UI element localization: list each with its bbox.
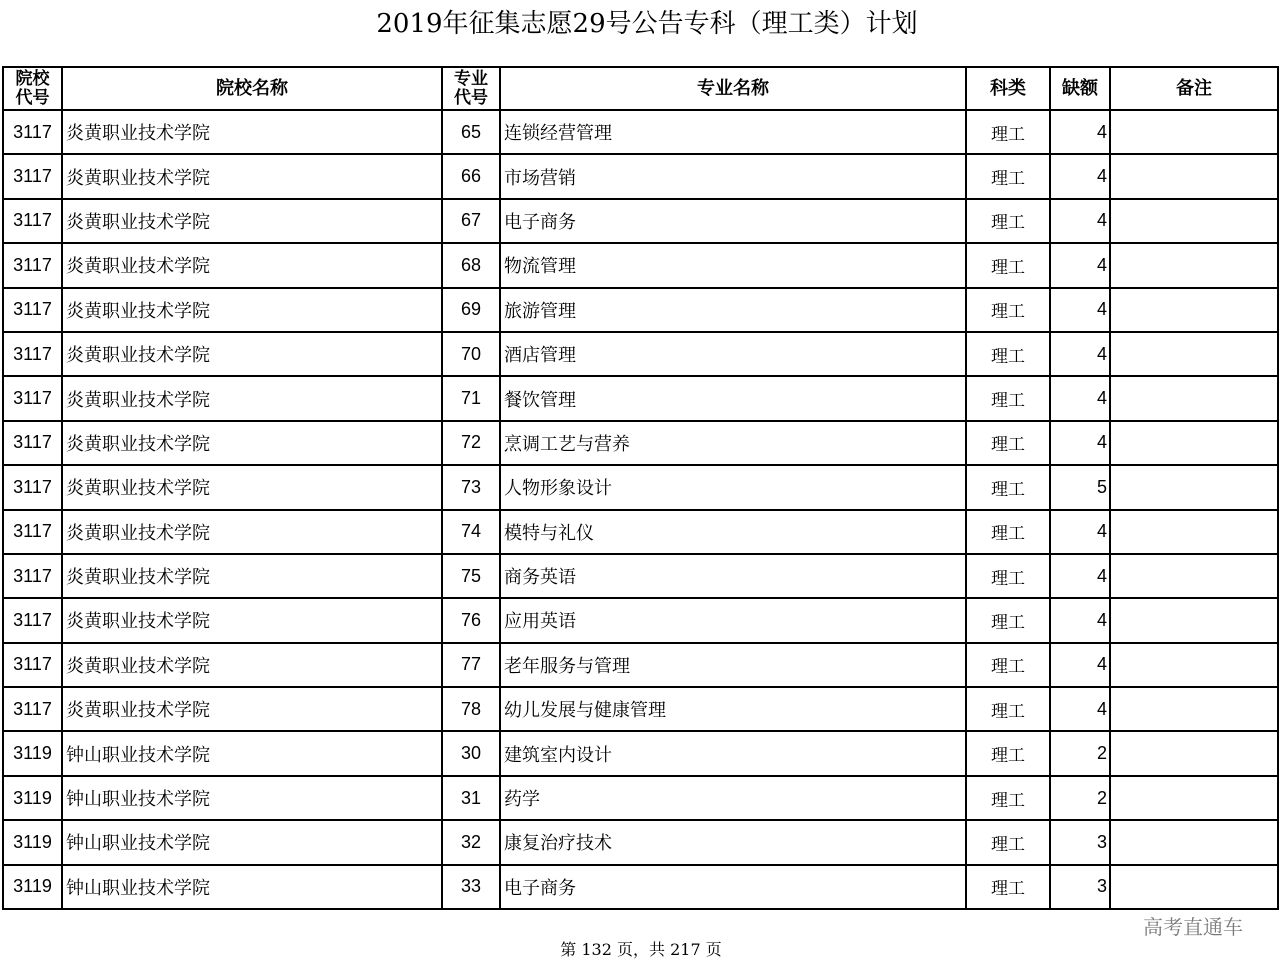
cell-major-code: 73 (442, 465, 500, 509)
cell-school-code: 3119 (3, 731, 62, 775)
cell-major-code: 32 (442, 820, 500, 864)
cell-major-code: 31 (442, 776, 500, 820)
cell-major-code: 65 (442, 110, 500, 154)
cell-major-name: 电子商务 (500, 199, 966, 243)
cell-major-code: 77 (442, 643, 500, 687)
cell-school-code: 3117 (3, 598, 62, 642)
cell-notes (1110, 731, 1278, 775)
cell-major-name: 物流管理 (500, 243, 966, 287)
cell-notes (1110, 110, 1278, 154)
cell-school-name: 炎黄职业技术学院 (62, 598, 442, 642)
cell-major-code: 74 (442, 510, 500, 554)
table-row (3, 376, 1278, 420)
cell-major-name: 应用英语 (500, 598, 966, 642)
cell-category: 理工 (966, 376, 1050, 420)
cell-major-code: 30 (442, 731, 500, 775)
cell-vacancies: 5 (1050, 465, 1110, 509)
plan-table (2, 66, 1279, 910)
header-school-code-text: 院校代号 (15, 68, 50, 108)
cell-category: 理工 (966, 598, 1050, 642)
table-row (3, 243, 1278, 287)
cell-school-name: 钟山职业技术学院 (62, 865, 442, 909)
cell-school-name: 炎黄职业技术学院 (62, 687, 442, 731)
cell-category: 理工 (966, 243, 1050, 287)
cell-major-code: 76 (442, 598, 500, 642)
cell-major-code: 67 (442, 199, 500, 243)
cell-vacancies: 4 (1050, 510, 1110, 554)
cell-school-code: 3117 (3, 510, 62, 554)
cell-category: 理工 (966, 687, 1050, 731)
page-title: 2019年征集志愿29号公告专科（理工类）计划 (376, 9, 918, 39)
cell-major-name: 老年服务与管理 (500, 643, 966, 687)
cell-major-code: 72 (442, 421, 500, 465)
cell-category: 理工 (966, 820, 1050, 864)
cell-notes (1110, 776, 1278, 820)
cell-category: 理工 (966, 332, 1050, 376)
cell-category: 理工 (966, 731, 1050, 775)
cell-category: 理工 (966, 776, 1050, 820)
cell-vacancies: 4 (1050, 288, 1110, 332)
cell-category: 理工 (966, 465, 1050, 509)
cell-notes (1110, 554, 1278, 598)
cell-school-code: 3117 (3, 288, 62, 332)
cell-major-code: 69 (442, 288, 500, 332)
cell-school-code: 3117 (3, 465, 62, 509)
cell-major-name: 电子商务 (500, 865, 966, 909)
cell-notes (1110, 199, 1278, 243)
cell-major-name: 幼儿发展与健康管理 (500, 687, 966, 731)
cell-school-code: 3117 (3, 687, 62, 731)
cell-school-code: 3117 (3, 243, 62, 287)
cell-school-name: 炎黄职业技术学院 (62, 110, 442, 154)
cell-school-name: 炎黄职业技术学院 (62, 421, 442, 465)
cell-school-name: 钟山职业技术学院 (62, 776, 442, 820)
cell-notes (1110, 598, 1278, 642)
table-row (3, 110, 1278, 154)
cell-vacancies: 4 (1050, 421, 1110, 465)
cell-school-name: 炎黄职业技术学院 (62, 332, 442, 376)
cell-major-code: 33 (442, 865, 500, 909)
table-row (3, 643, 1278, 687)
cell-vacancies: 3 (1050, 865, 1110, 909)
cell-category: 理工 (966, 643, 1050, 687)
table-row (3, 776, 1278, 820)
table-row (3, 731, 1278, 775)
cell-school-name: 炎黄职业技术学院 (62, 243, 442, 287)
cell-school-name: 钟山职业技术学院 (62, 820, 442, 864)
cell-vacancies: 2 (1050, 731, 1110, 775)
table-row (3, 554, 1278, 598)
cell-vacancies: 4 (1050, 154, 1110, 198)
cell-category: 理工 (966, 421, 1050, 465)
cell-major-name: 酒店管理 (500, 332, 966, 376)
cell-school-name: 炎黄职业技术学院 (62, 376, 442, 420)
table-row (3, 154, 1278, 198)
cell-major-name: 人物形象设计 (500, 465, 966, 509)
cell-category: 理工 (966, 110, 1050, 154)
cell-school-code: 3117 (3, 554, 62, 598)
table-row (3, 865, 1278, 909)
cell-school-code: 3117 (3, 421, 62, 465)
table-row (3, 288, 1278, 332)
cell-school-name: 炎黄职业技术学院 (62, 199, 442, 243)
table-row (3, 199, 1278, 243)
cell-category: 理工 (966, 510, 1050, 554)
cell-notes (1110, 510, 1278, 554)
cell-vacancies: 2 (1050, 776, 1110, 820)
cell-vacancies: 4 (1050, 376, 1110, 420)
cell-notes (1110, 643, 1278, 687)
cell-vacancies: 3 (1050, 820, 1110, 864)
cell-school-name: 炎黄职业技术学院 (62, 288, 442, 332)
cell-school-code: 3117 (3, 110, 62, 154)
header-major-code-text: 专业代号 (454, 68, 488, 108)
table-row (3, 465, 1278, 509)
cell-vacancies: 4 (1050, 554, 1110, 598)
cell-notes (1110, 865, 1278, 909)
cell-notes (1110, 376, 1278, 420)
cell-school-name: 炎黄职业技术学院 (62, 554, 442, 598)
cell-vacancies: 4 (1050, 243, 1110, 287)
cell-major-code: 68 (442, 243, 500, 287)
cell-vacancies: 4 (1050, 199, 1110, 243)
cell-major-name: 建筑室内设计 (500, 731, 966, 775)
cell-school-code: 3117 (3, 154, 62, 198)
table-row (3, 510, 1278, 554)
cell-major-name: 商务英语 (500, 554, 966, 598)
cell-major-name: 烹调工艺与营养 (500, 421, 966, 465)
cell-category: 理工 (966, 288, 1050, 332)
cell-major-name: 连锁经营管理 (500, 110, 966, 154)
cell-notes (1110, 820, 1278, 864)
cell-major-name: 市场营销 (500, 154, 966, 198)
cell-category: 理工 (966, 199, 1050, 243)
cell-notes (1110, 332, 1278, 376)
cell-notes (1110, 465, 1278, 509)
header-major-name: 专业名称 (500, 67, 966, 110)
watermark: 高考直通车 (1143, 915, 1243, 939)
table-row (3, 332, 1278, 376)
cell-school-code: 3119 (3, 820, 62, 864)
cell-notes (1110, 687, 1278, 731)
cell-school-code: 3117 (3, 643, 62, 687)
cell-major-code: 75 (442, 554, 500, 598)
cell-school-name: 炎黄职业技术学院 (62, 643, 442, 687)
table-row (3, 598, 1278, 642)
header-row (3, 67, 1278, 110)
cell-major-name: 康复治疗技术 (500, 820, 966, 864)
cell-major-code: 66 (442, 154, 500, 198)
header-category: 科类 (966, 67, 1050, 110)
cell-school-code: 3119 (3, 865, 62, 909)
cell-category: 理工 (966, 554, 1050, 598)
cell-vacancies: 4 (1050, 643, 1110, 687)
cell-category: 理工 (966, 154, 1050, 198)
cell-major-name: 旅游管理 (500, 288, 966, 332)
header-major-code (442, 67, 500, 110)
cell-school-name: 炎黄职业技术学院 (62, 465, 442, 509)
cell-major-code: 78 (442, 687, 500, 731)
header-school-code (3, 67, 62, 110)
cell-notes (1110, 243, 1278, 287)
cell-major-name: 药学 (500, 776, 966, 820)
cell-school-name: 炎黄职业技术学院 (62, 154, 442, 198)
cell-major-code: 70 (442, 332, 500, 376)
page-footer: 第 132 页，共 217 页 (560, 940, 722, 959)
cell-vacancies: 4 (1050, 332, 1110, 376)
cell-vacancies: 4 (1050, 110, 1110, 154)
cell-school-code: 3117 (3, 332, 62, 376)
cell-notes (1110, 288, 1278, 332)
cell-vacancies: 4 (1050, 687, 1110, 731)
header-school-name: 院校名称 (62, 67, 442, 110)
header-vacancies: 缺额 (1050, 67, 1110, 110)
cell-notes (1110, 421, 1278, 465)
cell-category: 理工 (966, 865, 1050, 909)
cell-major-name: 餐饮管理 (500, 376, 966, 420)
cell-school-code: 3117 (3, 199, 62, 243)
cell-school-name: 炎黄职业技术学院 (62, 510, 442, 554)
cell-vacancies: 4 (1050, 598, 1110, 642)
cell-school-code: 3117 (3, 376, 62, 420)
cell-school-code: 3119 (3, 776, 62, 820)
cell-major-code: 71 (442, 376, 500, 420)
table-row (3, 820, 1278, 864)
cell-notes (1110, 154, 1278, 198)
table-row (3, 687, 1278, 731)
header-notes: 备注 (1110, 67, 1278, 110)
table-row (3, 421, 1278, 465)
cell-school-name: 钟山职业技术学院 (62, 731, 442, 775)
cell-major-name: 模特与礼仪 (500, 510, 966, 554)
